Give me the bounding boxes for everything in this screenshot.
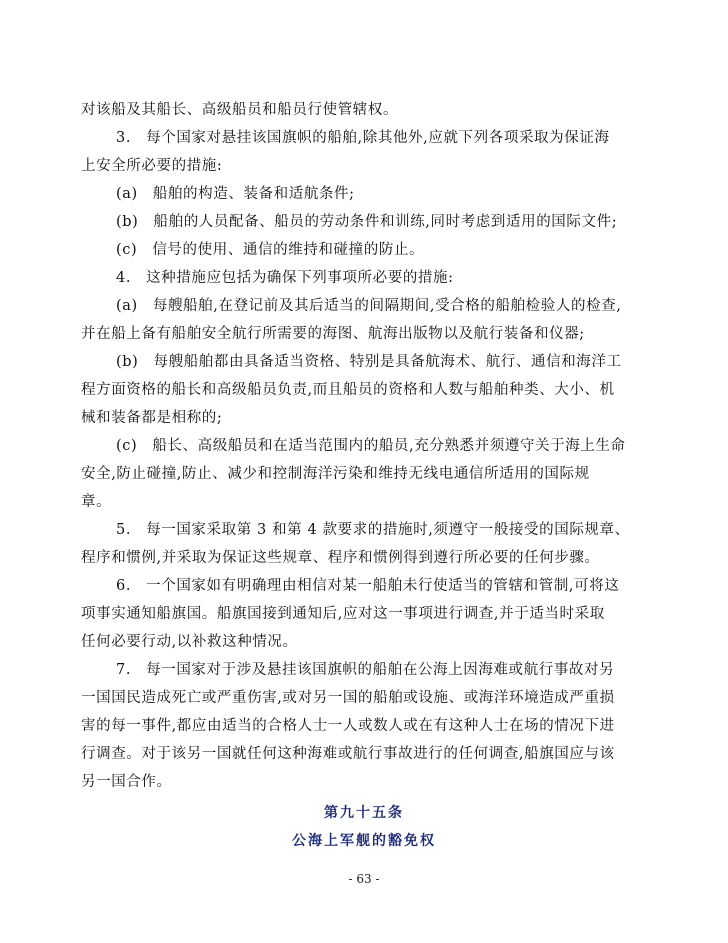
- text-line: 一国国民造成死亡或严重伤害,或对另一国的船舶或设施、或海洋环境造成严重损: [81, 690, 615, 706]
- text-line: 并在船上备有船舶安全航行所需要的海图、航海出版物以及航行装备和仪器;: [81, 326, 585, 342]
- text-line: (b) 每艘船舶都由具备适当资格、特别是具备航海术、航行、通信和海洋工: [116, 354, 622, 370]
- text-line: 章。: [81, 494, 112, 510]
- article-number-heading: 第九十五条: [324, 805, 404, 821]
- text-line: 3. 每个国家对悬挂该国旗帜的船舶,除其他外,应就下列各项采取为保证海: [116, 130, 610, 146]
- text-line: (c) 船长、高级船员和在适当范围内的船员,充分熟悉并须遵守关于海上生命: [116, 438, 626, 454]
- text-line: 项事实通知船旗国。船旗国接到通知后,应对这一事项进行调查,并于适当时采取: [81, 606, 605, 622]
- document-body: [81, 96, 647, 855]
- text-line: 程方面资格的船长和高级船员负责,而且船员的资格和人数与船舶种类、大小、机: [81, 382, 615, 398]
- text-line: 行调查。对于该另一国就任何这种海难或航行事故进行的任何调查,船旗国应与该: [81, 746, 615, 762]
- text-line: 程序和惯例,并采取为保证这些规章、程序和惯例得到遵行所必要的任何步骤。: [81, 550, 600, 566]
- text-line: 6. 一个国家如有明确理由相信对某一船舶未行使适当的管辖和管制,可将这: [116, 578, 620, 594]
- text-line: 7. 每一国家对于涉及悬挂该国旗帜的船舶在公海上因海难或航行事故对另: [116, 662, 615, 678]
- text-line: (a) 每艘船舶,在登记前及其后适当的间隔期间,受合格的船舶检验人的检查,: [116, 298, 622, 314]
- text-line: 械和装备都是相称的;: [81, 410, 223, 426]
- text-line: 5. 每一国家采取第 3 和第 4 款要求的措施时,须遵守一般接受的国际规章、: [116, 522, 630, 538]
- text-line: 4. 这种措施应包括为确保下列事项所必要的措施:: [116, 270, 454, 286]
- page-number: - 63 -: [348, 872, 380, 886]
- text-line: 对该船及其船长、高级船员和船员行使管辖权。: [81, 102, 399, 118]
- text-line: (a) 船舶的构造、装备和适航条件;: [116, 186, 355, 202]
- text-line: 任何必要行动,以补救这种情况。: [81, 634, 298, 650]
- text-line: 上安全所必要的措施:: [81, 158, 223, 174]
- text-line: (b) 船舶的人员配备、船员的劳动条件和训练,同时考虑到适用的国际文件;: [116, 214, 618, 230]
- text-line: (c) 信号的使用、通信的维持和碰撞的防止。: [116, 242, 425, 258]
- article-title-heading: 公海上军舰的豁免权: [292, 833, 436, 849]
- paragraph-block: [81, 96, 647, 796]
- text-line: 另一国合作。: [81, 774, 172, 790]
- text-line: 安全,防止碰撞,防止、减少和控制海洋污染和维持无线电通信所适用的国际规: [81, 466, 590, 482]
- text-line: 害的每一事件,都应由适当的合格人士一人或数人或在有这种人士在场的情况下进: [81, 718, 615, 734]
